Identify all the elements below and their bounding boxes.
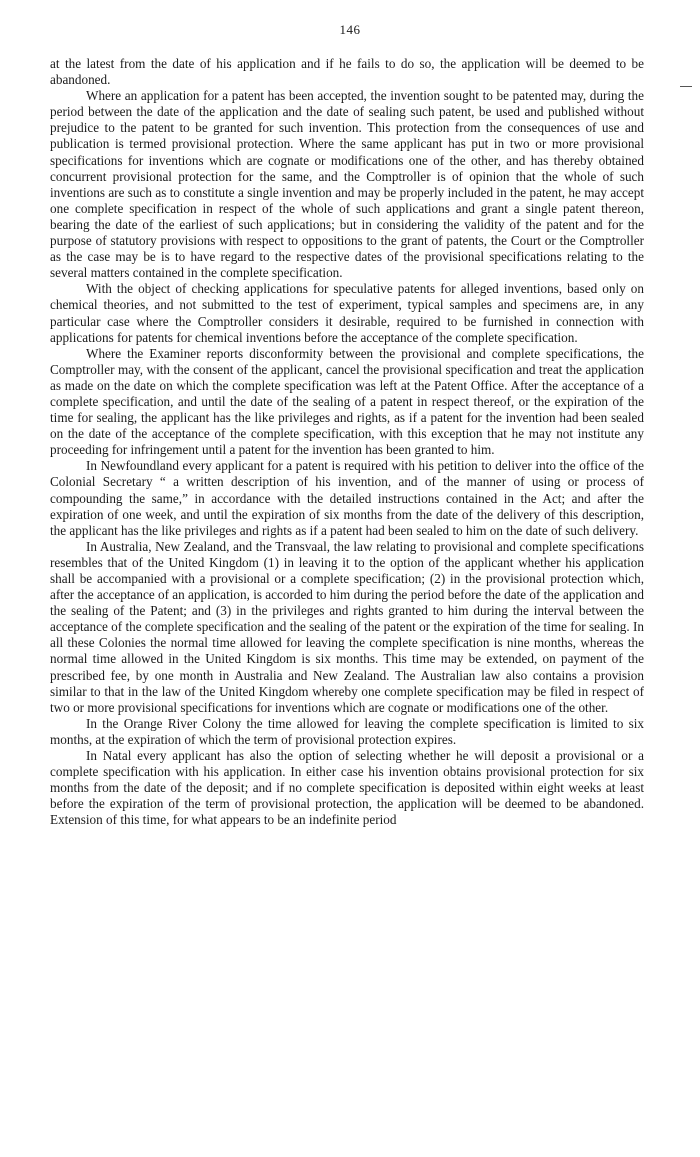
paragraph-newfoundland: In Newfoundland every applicant for a patent is required with his petition to deliver into the office of the Colonial Secretary “ a written description of his invention, and of the manner of using or process of compounding the same,” in accordance with the detailed instructions contained in the Act; and after the expiration of one week, and until the expiration of six months from the date of the delivery of this description, the applicant has the like privileges and rights as if a patent had been sealed to him on the date of such delivery. bbox=[50, 458, 644, 538]
body-text bbox=[50, 56, 644, 829]
paragraph-chemical-inventions: With the object of checking applications for speculative patents for alleged inventions, based only on chemical theories, and not submitted to the test of experiment, typical samples and specimens are, in any particular case where the Comptroller considers it desirable, required to be furnished in connection with applications for patents for chemical inventions before the acceptance of the complete specification. bbox=[50, 281, 644, 345]
margin-dash-mark bbox=[680, 86, 692, 87]
page-number: 146 bbox=[339, 22, 361, 37]
paragraph-disconformity: Where the Examiner reports disconformity between the provisional and complete specifications, the Comptroller may, with the consent of the applicant, cancel the provisional specification and treat the application as made on the date on which the complete specification was left at the Patent Office. After the acceptance of a complete specification, and until the date of the sealing of a patent in respect thereof, or the expiration of the time for sealing, the applicant has the like privileges and rights, as if a patent for the invention had been sealed on the date of the acceptance of the complete specification, with this exception that he may not institute any proceeding for infringement until a patent for the invention has been granted to him. bbox=[50, 345, 644, 458]
paragraph-natal: In Natal every applicant has also the option of selecting whether he will deposit a provisional or a complete specification with his application. In either case his invention obtains provisional protection for six months from the date of the deposit; and if no complete specification is deposited within eight weeks at least before the expiration of the term of provisional protection, the application will be deemed to be abandoned. Extension of this time, for what appears to be an indefinite period bbox=[50, 748, 644, 828]
paragraph-orange-river-colony: In the Orange River Colony the time allowed for leaving the complete specification is limited to six months, at the expiration of which the term of provisional protection expires. bbox=[50, 715, 644, 747]
paragraph-australia-nz-transvaal: In Australia, New Zealand, and the Transvaal, the law relating to provisional and complete specifications resembles that of the United Kingdom (1) in leaving it to the option of the applicant whether his application shall be accompanied with a provisional or a complete specification; (2) in the provisional protection which, after the acceptance of an application, is accorded to him during the period before the date of the application and the sealing of the Patent; and (3) in the privileges and rights granted to him during the interval between the acceptance of the complete specification and the sealing of the patent or the expiration of the time for sealing. In all these Colonies the normal time allowed for leaving the complete specification is nine months, whereas the normal time allowed in the United Kingdom is six months. This time may be extended, on payment of the prescribed fee, by one month in Australia and New Zealand. The Australian law also contains a provision similar to that in the law of the United Kingdom whereby one complete specification may be filed in respect of two or more provisional specifications for inventions which are cognate or modifications one of the other. bbox=[50, 538, 644, 715]
paragraph-provisional-protection: Where an application for a patent has been accepted, the invention sought to be patented may, during the period between the date of the application and the date of sealing such patent, be used and published without prejudice to the patent to be granted for such invention. This protection from the consequences of use and publication is termed provisional protection. Where the same applicant has put in two or more provisional specifications for inventions which are cognate or modifications one of the other, and has thereby obtained concurrent provisional protection for the same, and the Comptroller is of opinion that the whole of such inventions are such as to constitute a single invention and may be properly included in the patent, he may accept one complete specification in respect of the whole of such applications and grant a single patent thereon, bearing the date of the earliest of such applications; but in considering the validity of the patent and for the purpose of statutory provisions with respect to oppositions to the grant of patents, the Court or the Comptroller as the case may be is to have regard to the respective dates of the provisional specifications relating to the several matters contained in the complete specification. bbox=[50, 88, 644, 281]
paragraph-continuation: at the latest from the date of his application and if he fails to do so, the application will be deemed to be abandoned. bbox=[50, 56, 644, 88]
